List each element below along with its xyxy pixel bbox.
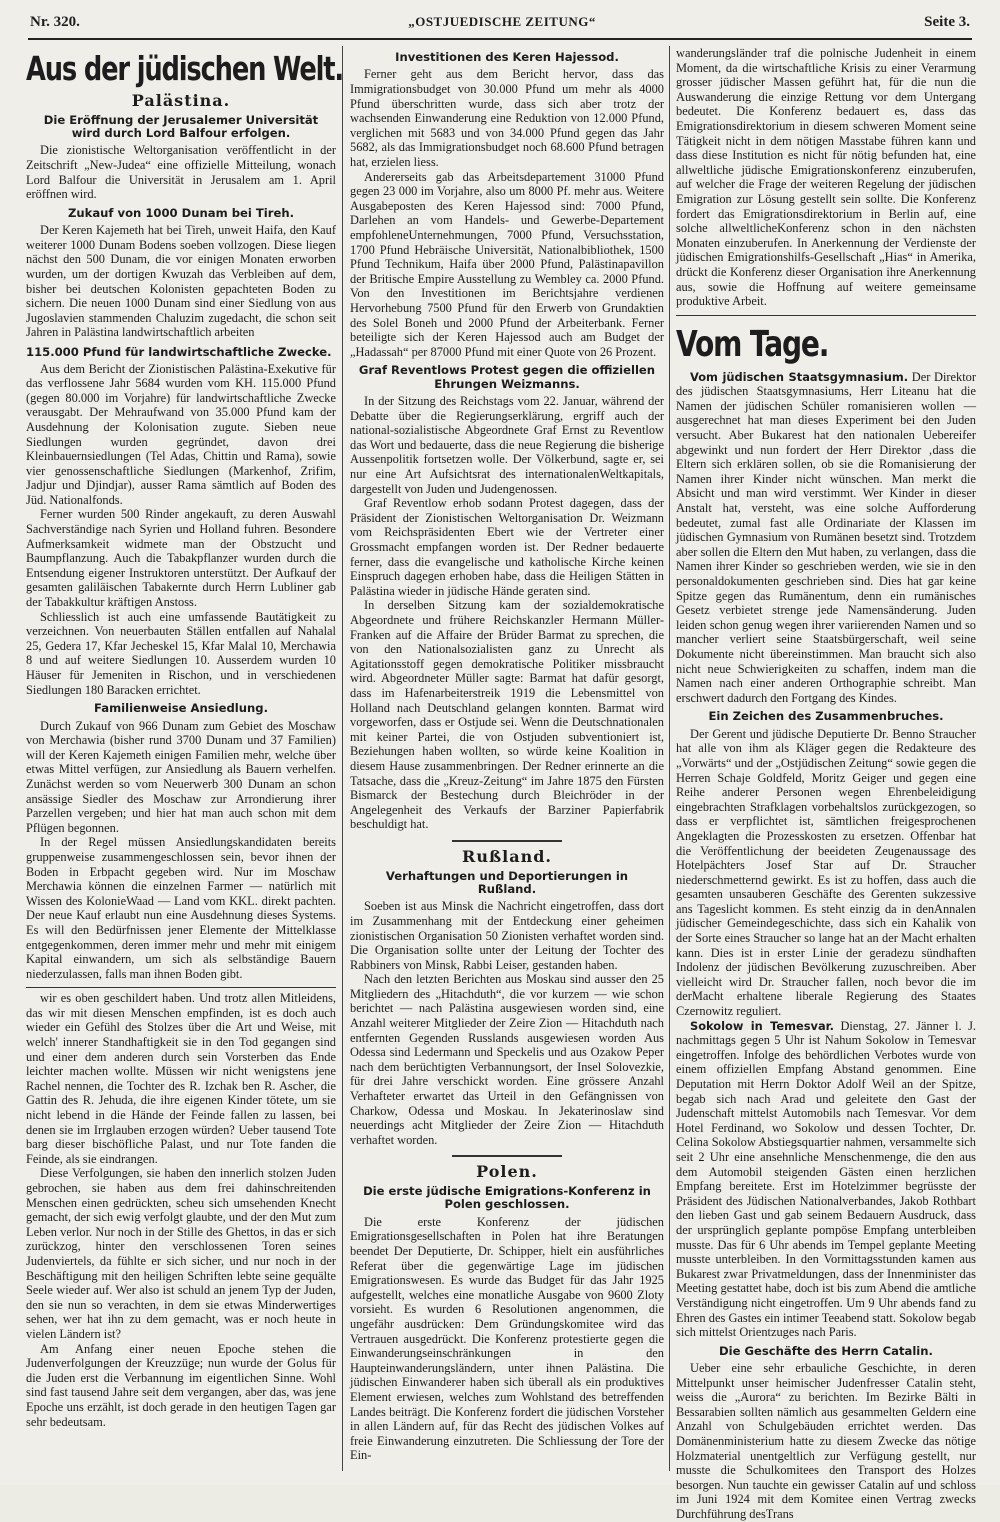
section-heading: Polen. bbox=[476, 1162, 538, 1182]
section-title: Vom Tage. bbox=[676, 323, 829, 365]
article-heading: Investitionen des Keren Hajessod. bbox=[395, 50, 619, 64]
article-heading: 115.000 Pfund für landwirtschaftliche Zwecke. bbox=[26, 344, 332, 359]
column-1 bbox=[26, 46, 344, 1471]
header-rule bbox=[28, 38, 972, 40]
article-text: Der Direktor des jüdischen Staatsgymnasiums, Herr Liteanu hat die Namen der jüdischen Schüler romanisieren wollen — ausgerechnet hat man dieses Experiment bei den Juden versucht. Aber Bukarest hat den nationalen Uebereifer abgewinkt und nun fordert der Herr Direktor ‚dass die Eltern sich erklären sollen, ob sie die Romanisierung der Namen ihrer Kinder nicht wünschen. Man merkt die Absicht und man wird verstimmt. Wer Kinder in dieser Anstalt hat, versteht, was eine solche Aufforderung bedeutet, zumal fast alle Ordinariate der Klassen im jüdischen Gymnasium von Rumänen besetzt sind. Trotzdem aber sollen die Eltern den Mut haben, zu verlangen, dass die Namen ihrer Kinder so geschrieben werden, wie sie in den personaldokumenten geschrieben sind. Dies hat gar keine Spitze gegen das Rumänentum, denn ein rumänisches Gesetz verbietet strenge jede Namensänderung. Juden leiden schon genug wegen ihrer variierenden Namen und so mancher verliert seine Staatsbürgerschaft, weil seine Dokumente nicht übereinstimmen. Man braucht sich also nicht neue Schwierigkeiten zu schaffen, indem man die Namen nach einer anderen Orthographie schreibt. Man erschwert dadurch den Fortgang des Kindes. bbox=[676, 369, 976, 705]
newspaper-name: „OSTJUEDISCHE ZEITUNG“ bbox=[408, 14, 596, 29]
article-text: In derselben Sitzung kam der sozialdemokratische Abgeordnete und frühere Reichskanzler Hermann Müller-Franken auf die Affaire der Brüder Barmat zu sprechen, die von den Nationalsozialisten ganz zu Unrecht als Agitationsstoff gegen demokratische Politiker missbraucht wird. Abgeordneter Müller sagte: Barmat hat dafür gesorgt, dass im Hafenarbeiterstreik 1919 die Lebensmittel von Holland nach Deutschland gelangen konnten. Barmat wird vorgeworfen, dass er Ostjude sei. Wenn die Deutschnationalen mit keiner Partei, die von Ostjuden subventioniert ist, Beziehungen haben wollten, so würde keine Koalition in diesem Hause zusammenbringen. Der Redner erinnerte an die Tatsache, dass die „Kreuz-Zeitung“ im Jahre 1875 den Fürsten Bismarck der Bestechung durch Bleichröder in der Angelegenheit des Verkaufs der Barziner Papierfabrik beschuldigt hat. bbox=[350, 598, 664, 832]
article-heading: Ein Zeichen des Zusammenbruches. bbox=[708, 709, 944, 724]
article-text: Ferner wurden 500 Rinder angekauft, zu deren Auswahl Sachverständige nach Syrien und Holland fuhren. Besondere Aufmerksamkeit widmete man der Obstzucht und Baumpflanzung. Auch die Tabakpflanzer wurden durch die Entsendung eigener Instruktoren unterstützt. Der Aufkauf der gesamten galiläischen Tabakernte durch Herrn Lubliner gab der Tabakkultur kräftigen Anstoss. bbox=[26, 507, 336, 610]
article-divider bbox=[676, 315, 976, 316]
article-heading: Die Eröffnung der Jerusalemer Universität wird durch Lord Balfour erfolgen. bbox=[43, 112, 319, 140]
page-number: Seite 3. bbox=[924, 14, 970, 30]
article-text: Graf Reventlow erhob sodann Protest dagegen, dass der Präsident der Zionistischen Weltorganisation Dr. Weizmann vom Reichspräsidenten Ebert wie der Vertreter einer Grossmacht empfangen worden ist. Der Redner bedauerte ferner, dass die evangelische und katholische Kirche keinen Einspruch dagegen erhoben habe, dass die Heiligen Stätten in Palästina wieder in jüdische Hände geraten sind. bbox=[350, 496, 664, 598]
article-text: Diese Verfolgungen, sie haben den innerlich stolzen Juden gebrochen, sie haben aus dem frei dahinschreitenden Menschen einen gedrückten, scheu sich umsehenden Knecht gemacht, der sich ewig verfolgt glaubte, und der den Mut zum Leben verlor. Nur noch in der Stille des Ghettos, in das er sich zurückzog, hinter den verschlossenen Toren seines Judenviertels, da fühlte er sich sicher, und nur noch in der Beschäftigung mit den heiligen Schriften lebte seine gequälte Seele wieder auf. Wer also ist schuld an jenem Typ der Juden, den sie nun so verachten, in dem sie etwas Minderwertiges sehen, wer hat ihn zu dem gemacht, was er noch heute in vielen Ländern ist? bbox=[26, 1166, 336, 1341]
article-text: wir es oben geschildert haben. Und trotz allen Mitleidens, das wir mit diesen Menschen empfinden, ist es doch auch wieder ein Gefühl des Stolzes über die Art und Weise, mit welch' innerer Standhaftigkeit sie in den Tod gegangen sind und einer dem anderen durch sein Vorsterben das Ende leichter machen wollte. Müssen wir nicht wenigstens jene Rachel nennen, die Tochter des R. Izchak ben R. Ascher, die Gattin des R. Jehuda, die ihre eigenen Kinder tötete, um sie nicht lebend in die Hände der Feinde fallen zu lassen, bei denen sie im Irrglauben erzogen würden? Ueber tausend Tote barg dieser bischöfliche Palast, und nur Tote fanden die Feinde, als sie eindrangen. bbox=[26, 991, 336, 1166]
article-heading: Die erste jüdische Emigrations-Konferenz in Polen geschlossen. bbox=[363, 1184, 651, 1212]
article-text: Die erste Konferenz der jüdischen Emigrationsgesellschaften in Polen hat ihre Beratungen beendet Der Deputierte, Dr. Schipper, hielt ein ausführliches Referat über die gegenwärtige Lage im jüdischen Emigrationswesen. Es wurde das Budget für das Jahr 1925 aufgestellt, welches eine monatliche Ausgabe von 9600 Zloty vorsieht. Es wurden 6 Resolutionen angenommen, die ungefähr ausdrücken: Dem Gründungskomitee wird das Vertrauen ausgedrückt. Die Konferenz protestierte gegen die Einwanderungseinschränkungen in den Haupteinwanderungsländern, unter ihnen Palästina. Die jüdischen Einwanderer haben sich überall als ein produktives Element erwiesen, welches zum Wohlstand des betreffenden Landes beiträgt. Die Konferenz fordert die jüdischen Vorsteher in allen Ländern auf, für das Recht des jüdischen Volkes auf freie Einwanderung einzutreten. Die Schliessung der Tore der Ein- bbox=[350, 1214, 664, 1463]
column-2 bbox=[350, 46, 664, 1471]
article-heading: Vom jüdischen Staatsgymnasium. bbox=[690, 369, 909, 384]
article-text: Andererseits gab das Arbeitsdepartement 31000 Pfund gegen 23 000 im Vorjahre, also um 8000 Pf. mehr aus. Weitere Ausgabeposten des Keren Hajessod sind: 7000 Pfund, Darlehen an vom Handels- und Gewerbe-Departement empfohleneUnternehmungen, 7000 Pfund, Versuchsstation, 1700 Pfund Hebräische Universität, Nationalbibliothek, 1500 Pfund Technikum, Haifa über 2000 Pfund, Palästinapavillon der Britische Empire Ausstellung zu Wembley ca. 2000 Pfund. Von den Investitionen im Berichtsjahre verdienen Hervorhebung 7500 Pfund für den Erwerb von Grundaktien des Solel Boneh und 2000 Pfund der Arbeiterbank. Ferner beteiligte sich der Keren Hajessod auch am Budget der „Hadassah“ per 87000 Pfund mit einer Quote von 26 Prozent. bbox=[350, 169, 664, 359]
article-heading: Graf Reventlows Protest gegen die offiziellen Ehrungen Weizmanns. bbox=[358, 363, 656, 391]
article-text: In der Sitzung des Reichstags vom 22. Januar, während der Debatte über die Regierungserklärung, ergriff auch der national-sozialistische Abgeordnete Graf Ernst zu Reventlow das Wort und bedauerte, dass die neue Regierung die bisherige Aussenpolitik fortsetzen wolle. Der Völkerbund, sagte er, sei nur eine Art Aufsichtsrat des internationalenWeltkapitals, dargestellt von Juden und Judengenossen. bbox=[350, 394, 664, 496]
article-text: Dienstag, 27. Jänner l. J. nachmittags gegen 5 Uhr ist Nahum Sokolow in Temesvar eingetroffen. Infolge des behördlichen Verbotes wurde von einem offiziellen Empfang Abstand genommen. Eine Deputation mit Herrn Doktor Adolf Weil an der Spitze, begab sich nach Arad und geleitete den Gast der Judenschaft mittelst Automobils nach Temesvar. Vor dem Hotel Ferdinand, wo Sokolow und dessen Tochter, Dr. Celina Sokolow Abstiegsquartier nahmen, versammelte sich seit 2 Uhr eine ansehnliche Menschenmenge, die den aus dem Automobil steigenden Gästen einen herzlichen Empfang bereitete. Erst im Hotelzimmer begrüsste der Präsident des Jüdischen Nationalverbandes, Jakob Rothbart den lieben Gast und gab seinem Bedauern Ausdruck, dass der ursprünglich geplante pompöse Empfang unterbleiben musste. Das für 6 Uhr abends im Tempel geplante Meeting musste unterbleiben. In den Vormittagsstunden kamen aus Bukarest zwar Privatmeldungen, dass der Innenminister das Meeting gestattet habe, doch ist bis zum Abend die amtliche Verständigung nicht eingetroffen. Um 9 Uhr abends fand zu Ehren des Gastes ein intimer Teeabend statt. Sokolow begab sich mittelst Orientzuges nach Paris. bbox=[676, 1018, 976, 1340]
article-heading: Familienweise Ansiedlung. bbox=[94, 701, 268, 716]
section-title: Aus der jüdischen Welt. bbox=[26, 49, 344, 88]
article-text: In der Regel müssen Ansiedlungskandidaten bereits gruppenweise zusammengeschlossen sein, bevor ihnen der Boden in Erbpacht gegeben wird. Nur im Moschaw Merchawia können die einzelnen Farmer — natürlich mit Wissen des KolonieWaad — Land vom KKL. direkt pachten. Der neue Kauf erlaubt nun eine Ausdehnung dieses Systems. Es will den Bedürfnissen jener Elemente der Mittelklasse entgegenkommen, deren immer mehr und mehr mit einigem Kapital einwandern, um sich als selbständige Bauern niederzulassen, falls man ihnen Boden gibt. bbox=[26, 835, 336, 981]
article-heading: Zukauf von 1000 Dunam bei Tireh. bbox=[67, 205, 294, 220]
article-text: Die zionistische Weltorganisation veröffentlicht in der Zeitschrift „New-Judea“ eine offizielle Mitteilung, wonach Lord Balfour die Universität in Jerusalem am 1. April eröffnen wird. bbox=[26, 143, 336, 202]
article-heading: Die Geschäfte des Herrn Catalin. bbox=[719, 1343, 933, 1358]
article-text: Aus dem Bericht der Zionistischen Palästina-Exekutive für das verflossene Jahr 5684 wurden vom KH. 115.000 Pfund (gegen 80.000 im Vorjahre) für landwirtschaftliche Zwecke verausgabt. Der Mehraufwand von 35.000 Pfund kam der Ausdehnung der Kolonisation zugute. Sieben neue Siedlungen wurden gegründet, davon drei Kleinbauernsiedlungen (Tel Adas, Chittin und Rama), sowie vier genossenschaftliche Siedlungen (Markenhof, Zrifim, Jadjur und Djindjar), ausser Rama sämtlich auf Boden des Jüd. Nationalfonds. bbox=[26, 361, 336, 507]
issue-number: Nr. 320. bbox=[30, 14, 80, 30]
section-divider bbox=[452, 1155, 562, 1157]
article-text: Soeben ist aus Minsk die Nachricht eingetroffen, dass dort im Zusammenhang mit der Entdeckung einer geheimen zionistischen Organisation 50 Zionisten verhaftet worden sind. Die Organisation sollte unter der Leitung der Tochter des Rabbiners von Minsk, Rabbi Leiser, gestanden haben. bbox=[350, 899, 664, 972]
article-text: Der Gerent und jüdische Deputierte Dr. Benno Straucher hat alle von ihm als Kläger gegen die Redakteure des „Vorwärts“ und der „Ostjüdischen Zeitung“ sowie gegen die Herren Schaje Goldfeld, Moritz Geiger und gegen eine Reihe anderer Personen wegen Ehrenbeleidigung eingebrachten Strafklagen vorbehaltslos zurückgezogen, so dass er verpflichtet ist, sämtlichen freigesprochenen Angeklagten die Prozesskosten zu ersetzen. Offenbar hat die Veröffentlichung der beeideten Zeugenaussage des Hotelpächters Josef Star auf Dr. Straucher niederschmetternd gewirkt. Es ist zu hoffen, dass auch die gesamten unsauberen Geschäfte des Gerenten sukzessive ans Tageslicht kommen. Es steht einzig da in denAnnalen jüdischer Gemeindegeschichte, dass sich ein Kahalik von der Sorte eines Straucher so lange hat an der Macht erhalten kann. Dies ist in erster Linie der geradezu sündhaften Indolenz der jüdischen Bevölkerung zuzuschreiben. Aber vielleicht wird Dr. Straucher fallen, noch bevor die im derMacht erhaltene liberale Regierung des Staates Czernowitz reguliert. bbox=[676, 726, 976, 1019]
column-divider bbox=[669, 46, 670, 1471]
article-text: Der Keren Kajemeth hat bei Tireh, unweit Haifa, den Kauf weiterer 1000 Dunam Bodens soeben vollzogen. Diese liegen nächst den 500 Dunam, die vor einigen Monaten erworben wurden, um der dortigen Kwuzah das Verbleiben auf dem, bisher bei deutschen Kolonisten gepachteten Boden zu sichern. Die neuen 1000 Dunam sind einer Siedlung von aus Jugoslavien stammenden Chaluzim zugedacht, die schon seit Jahren in Palästina landwirtschaftlich arbeiten bbox=[26, 223, 336, 340]
column-3 bbox=[676, 46, 976, 1522]
article-text: Schliesslich ist auch eine umfassende Bautätigkeit zu verzeichnen. Von neuerbauten Ställen entfallen auf Nahalal 25, Gedera 17, Kfar Jecheskel 15, Kfar Malal 10, Merchawia 8 und auf weitere Siedlungen 10. Ausserdem wurden 10 Häuser für Jemeniten in Rischon, und in verschiedenen Siedlungen 180 Baracken errichtet. bbox=[26, 609, 336, 697]
article-heading: Verhaftungen und Deportierungen in Rußland. bbox=[385, 868, 629, 896]
article-heading: Sokolow in Temesvar. bbox=[690, 1018, 834, 1033]
page-header bbox=[30, 14, 970, 36]
article-text: Ferner geht aus dem Bericht hervor, dass das Immigrationsbudget von 30.000 Pfund um mehr als 4000 Pfund überschritten wurde, dass sich aber trotz der wachsenden Einwanderung eine Reduktion von 12.000 Pfund, verglichen mit 5683 und von 34.000 Pfund gegen das Jahr 5682, als das Immigrationsbudget noch 68.600 Pfund betragen hat, erzielen liess. bbox=[350, 67, 664, 169]
section-heading: Rußland. bbox=[462, 846, 552, 866]
article-text: Nach den letzten Berichten aus Moskau sind ausser den 25 Mitgliedern des „Hitachduth“, die vor kurzem — wie schon berichtet — nach Palästina ausgewiesen worden sind, eine Anzahl weiterer Mitglieder der Zeire Zion — Hitachduth nach entfernten Gegenden Russlands ausgewiesen worden Aus Odessa sind Ledermann und Speckelis und aus Ozakow Peper nach dem berüchtigten Verbannungsort, der Insel Solovezkie, für drei Jahre verschickt worden. Eine grössere Anzahl Verhafteter erwartet das Urteil in den Gefängnissen von Charkow, Odessa und Moskau. In Jekaterinoslaw sind neuerdings acht Mitglieder der Zeire Zion — Hitachduth verhaftet worden. bbox=[350, 972, 664, 1147]
section-heading: Palästina. bbox=[131, 91, 231, 110]
article-text: Ueber eine sehr erbauliche Geschichte, in deren Mittelpunkt unser heimischer Judenfresser Catalin steht, weiss die „Aurora“ zu berichten. Im Bezirke Bälti in Bessarabien sollten nämlich aus gesammelten Geldern eine Anzahl von Schulgebäuden errichtet werden. Das Domänenministerium hatte zu diesem Zwecke das nötige Holzmaterial unentgeltlich zur Verfügung gestellt, nur musste die Schulkomitees den Transport des Holzes besorgen. Nun tauchte ein gewisser Catalin auf und schloss im Juni 1924 mit dem Komitee einen Vertrag zwecks Durchführung desTrans bbox=[676, 1361, 976, 1522]
article-text: Am Anfang einer neuen Epoche stehen die Judenverfolgungen der Kreuzzüge; nun wurde der Golus für die Juden erst die Verbannung im eigentlichen Sinne. Wohl sind fast tausend Jahre seit dem vergangen, aber das, was jene Epoche uns erzählt, ist doch gerade in den heutigen Tagen gar sehr bedeutsam. bbox=[26, 1341, 336, 1429]
article-text: Durch Zukauf von 966 Dunam zum Gebiet des Moschaw von Merchawia (bisher rund 3700 Dunam und 37 Familien) will der Keren Kajemeth einigen Familien mehr, welche über etwas Mittel verfügen, zur Ansiedlung als Bauern verhelfen. Zunächst werden so vom Neuerwerb 300 Dunam an schon ansässige Siedler des Moschaw zur Arrondierung ihrer Parzellen vergeben; und hier hat man auch schon mit dem Pflügen begonnen. bbox=[26, 718, 336, 835]
article-text: wanderungsländer traf die polnische Judenheit in einem Moment, da die wirtschaftliche Krisis zu einer Verarmung grosser jüdischer Massen geführt hat, für die nun die Auswanderung die einzige Rettung vor dem Untergang bedeutet. Die Konferenz bedauert es, dass das Emigrationsdirektorium in diesem schweren Moment seine Tätigkeit nicht in dem nötigen Masstabe führen kann und dass diese Institution es nicht für nötig befunden hat, eine allweltliche jüdische Emigrationskonferenz einzuberufen, auf welcher die Frage der weiteren Regelung der jüdischen Emigration zur Lösung gestellt sein sollte. Die Konferenz fordert das Emigrationsdirektorium in Berlin auf, eine solche allweltlicheKonferenz schon in den nächsten Monaten einzuberufen. In Anerkennung der Verdienste der jüdischen Emigrationshilfs-Gesellschaft „Hias“ in Amerika, drückt die Konferenz dieser Organisation ihre Anerkennung aus, sowie die Hoffnung auf weitere gemeinsame produktive Arbeit. bbox=[676, 46, 976, 309]
section-divider bbox=[452, 840, 562, 842]
article-divider bbox=[26, 987, 336, 988]
column-divider bbox=[342, 46, 343, 1471]
